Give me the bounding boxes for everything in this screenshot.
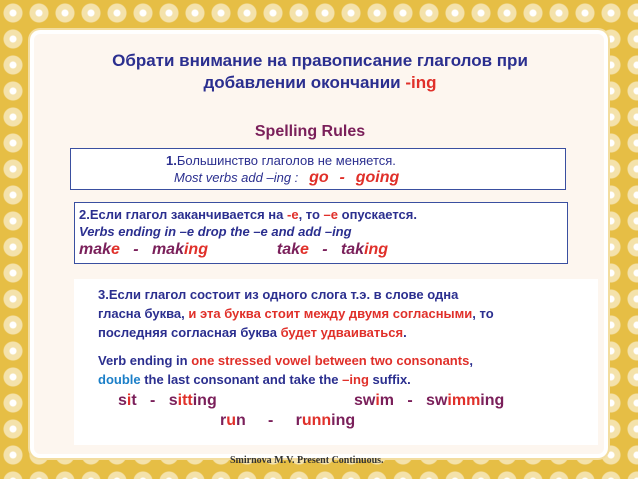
- example-run: run - running: [220, 412, 356, 429]
- title-line-2: добавлении окончании -ing: [203, 73, 437, 92]
- rule-3-english-line-2: double the last consonant and take the –ing suffix.: [98, 372, 411, 387]
- page-title: [60, 50, 580, 94]
- rule-3-russian-line-2: гласна буква, и эта буква стоит между двумя согласными, то: [98, 306, 494, 321]
- rule-2-box: [74, 202, 568, 264]
- example-sit: sit - sitting: [118, 392, 217, 409]
- rule-1-english: Most verbs add –ing : go - going: [174, 169, 400, 186]
- footer-credit: Smirnova M.V. Present Continuous.: [230, 455, 384, 466]
- rule-2-russian: 2.Если глагол заканчивается на -e, то –e опускается.: [79, 207, 417, 222]
- title-line-1: Обрати внимание на правописание глаголов при: [112, 51, 528, 70]
- rule-2-examples: make - making take - taking: [79, 241, 389, 258]
- example-swim: swim - swimming: [354, 392, 505, 409]
- rule-3-box: [74, 279, 598, 445]
- rule-3-english-line-1: Verb ending in one stressed vowel between two consonants,: [98, 353, 473, 368]
- section-subtitle: Spelling Rules: [254, 123, 366, 140]
- rule-3-russian-line-3: последняя согласная буква будет удваиваться.: [98, 325, 407, 340]
- rule-1-box: [70, 148, 566, 190]
- rule-2-english: Verbs ending in –e drop the –e and add –ing: [79, 224, 352, 239]
- rule-1-russian: 1.Большинство глаголов не меняется.: [166, 153, 396, 168]
- rule-3-russian-line-1: 3.Если глагол состоит из одного слога т.э. в слове одна: [98, 287, 459, 302]
